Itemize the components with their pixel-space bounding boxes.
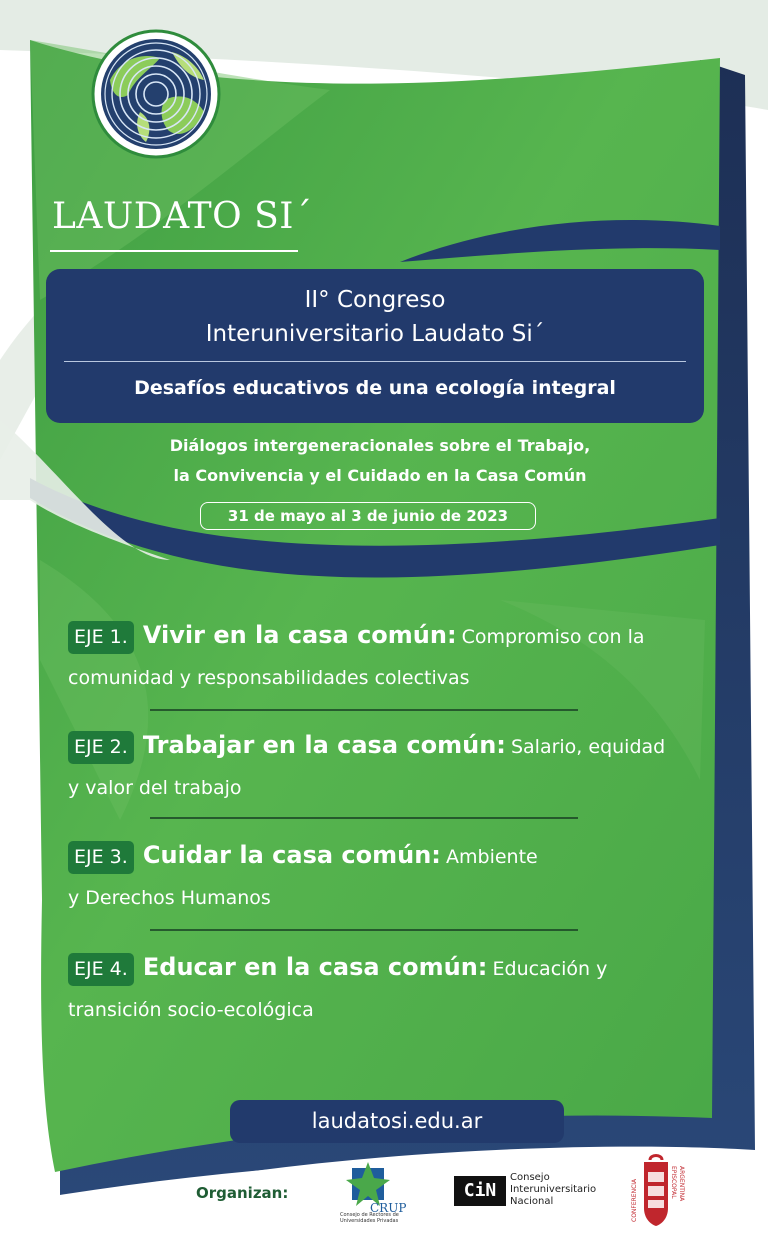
axis-description: Compromiso con la <box>461 626 645 648</box>
title-line-2: Interuniversitario Laudato Si´ <box>205 321 545 347</box>
cin-line-1: Consejo <box>510 1172 550 1183</box>
brand-underline <box>50 250 298 252</box>
axis-description-continued: comunidad y responsabilidades colectivas <box>68 667 470 689</box>
cin-line-2: Interuniversitario <box>510 1184 597 1195</box>
event-date: 31 de mayo al 3 de junio de 2023 <box>200 502 536 530</box>
title-line-1: II° Congreso <box>304 287 446 313</box>
axis-2 <box>68 730 708 800</box>
crup-acronym: CRUP <box>370 1201 407 1215</box>
cea-text-2: EPISCOPAL <box>670 1166 677 1199</box>
axis-badge: EJE 1. <box>68 621 134 654</box>
axis-description-continued: y Derechos Humanos <box>68 887 271 909</box>
cin-logo-icon: CiN <box>454 1176 506 1206</box>
axis-1 <box>68 620 708 690</box>
title-divider <box>64 361 686 362</box>
axis-heading: Vivir en la casa común: <box>142 621 457 649</box>
axis-3 <box>68 840 708 910</box>
axis-description: Educación y <box>492 958 608 980</box>
crup-subtitle: Consejo de Rectores de Universidades Privadas <box>340 1212 399 1224</box>
axis-heading: Cuidar la casa común: <box>142 841 441 869</box>
congress-title-box <box>46 269 704 423</box>
cea-text-3: ARGENTINA <box>678 1166 685 1202</box>
axis-badge: EJE 3. <box>68 841 134 874</box>
axis-badge: EJE 4. <box>68 953 134 986</box>
congress-subtitle: Desafíos educativos de una ecología integral <box>134 377 616 399</box>
cin-name <box>510 1172 600 1208</box>
cea-crest-icon <box>624 1154 688 1230</box>
intro-line-2: la Convivencia y el Cuidado en la Casa Común <box>173 466 587 485</box>
website-link[interactable]: laudatosi.edu.ar <box>230 1100 564 1143</box>
brand-title: LAUDATO SI´ <box>52 196 313 237</box>
cea-text-1: CONFERENCIA <box>631 1178 638 1222</box>
cin-line-3: Nacional <box>510 1196 554 1207</box>
axis-4 <box>68 952 708 1022</box>
axis-heading: Trabajar en la casa común: <box>142 731 506 759</box>
axis-description: Salario, equidad <box>510 736 666 758</box>
organizers-label: Organizan: <box>196 1184 289 1202</box>
axis-heading: Educar en la casa común: <box>142 953 488 981</box>
axis-badge: EJE 2. <box>68 731 134 764</box>
axis-description: Ambiente <box>446 846 538 868</box>
axis-description-continued: y valor del trabajo <box>68 777 242 799</box>
axis-description-continued: transición socio-ecológica <box>68 999 314 1021</box>
intro-line-1: Diálogos intergeneracionales sobre el Trabajo, <box>169 436 591 455</box>
globe-fingerprint-icon <box>93 31 219 157</box>
